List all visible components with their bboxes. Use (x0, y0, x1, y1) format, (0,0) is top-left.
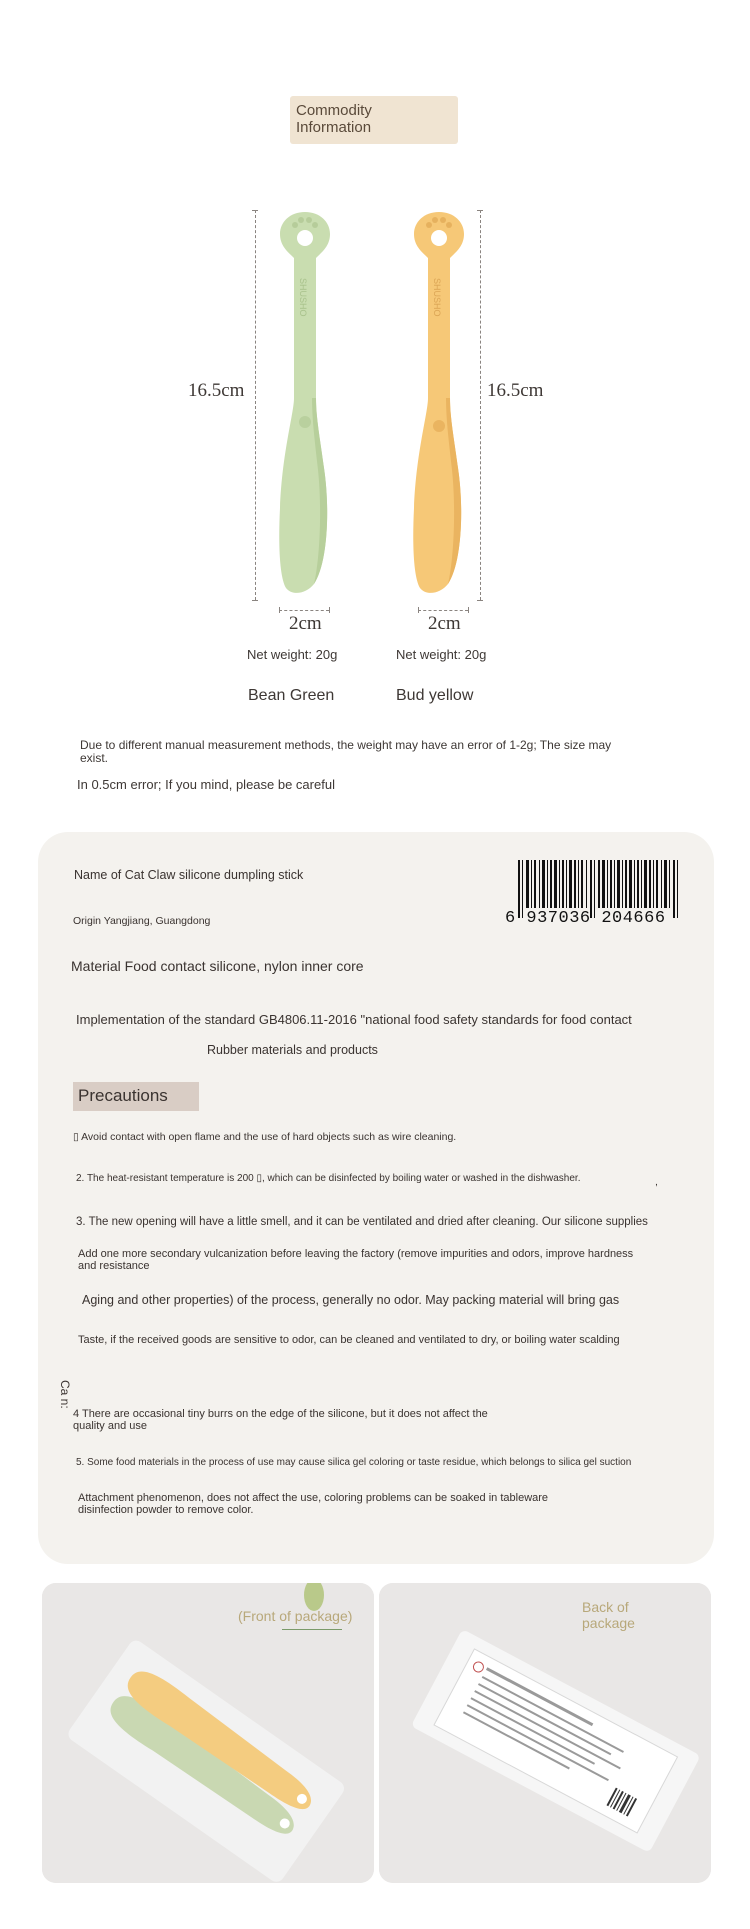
precaution-3c: Aging and other properties) of the process, generally no odor. May packing material will bring gas (82, 1293, 620, 1307)
back-of-package-label: Back of package (582, 1599, 635, 1631)
info-standard-line-1: Implementation of the standard GB4806.11-2016 "national food safety standards for food contact (76, 1012, 632, 1027)
title-line-1: Commodity (296, 102, 372, 119)
precaution-2: 2. The heat-resistant temperature is 200 ▯, which can be disinfected by boiling water or washed in the dishwasher. (76, 1173, 581, 1184)
green-net-weight: Net weight: 20g (247, 647, 338, 662)
green-engraving: SHUSHO (298, 278, 308, 317)
package-front-illustration (42, 1583, 374, 1883)
front-of-package-label: (Front of package) (238, 1608, 353, 1624)
yellow-height-tick-top (477, 210, 483, 211)
green-height-label: 16.5cm (188, 380, 245, 401)
yellow-height-tick-bottom (477, 600, 483, 601)
green-width-tick-right (329, 607, 330, 613)
green-width-tick-left (279, 607, 280, 613)
package-front-photo (42, 1583, 374, 1883)
precautions-heading: Precautions (73, 1082, 199, 1111)
precaution-5: 5. Some food materials in the process of use may cause silica gel coloring or taste residue, which belongs to silica gel suction (76, 1457, 632, 1468)
info-origin: Origin Yangjiang, Guangdong (73, 915, 211, 927)
green-color-name: Bean Green (248, 687, 335, 704)
bud-yellow-spatula-image (404, 208, 474, 598)
precaution-3d: Taste, if the received goods are sensitive to odor, can be cleaned and ventilated to dry, or boiling water scalding (78, 1334, 620, 1346)
measurement-note-2: In 0.5cm error; If you mind, please be careful (77, 777, 335, 792)
precaution-1: ▯ Avoid contact with open flame and the use of hard objects such as wire cleaning. (73, 1131, 457, 1143)
yellow-height-label: 16.5cm (487, 380, 544, 401)
precaution-5b: Attachment phenomenon, does not affect the use, coloring problems can be soaked in tableware disinfection powder to remove color. (78, 1492, 549, 1516)
barcode-digits: 6 937036 204666 (505, 909, 666, 928)
package-back-illustration (379, 1583, 711, 1883)
yellow-width-line (418, 610, 468, 611)
package-back-photo (379, 1583, 711, 1883)
green-width-line (279, 610, 329, 611)
green-height-tick-top (252, 210, 258, 211)
measurement-note-1: Due to different manual measurement methods, the weight may have an error of 1-2g; The size may exist. (80, 738, 612, 765)
green-height-line (255, 210, 256, 600)
precaution-3b: Add one more secondary vulcanization before leaving the factory (remove impurities and odors, improve hardness and resistance (78, 1248, 634, 1272)
info-standard-line-2: Rubber materials and products (207, 1043, 378, 1057)
title-line-2: Information (296, 119, 372, 136)
yellow-width-tick-left (418, 607, 419, 613)
yellow-engraving: SHUSHO (432, 278, 442, 317)
front-label-underline (282, 1629, 342, 1630)
yellow-color-name: Bud yellow (396, 687, 474, 704)
info-name: Name of Cat Claw silicone dumpling stick (74, 868, 304, 882)
yellow-net-weight: Net weight: 20g (396, 647, 487, 662)
bean-green-spatula-image (270, 208, 340, 598)
info-material: Material Food contact silicone, nylon inner core (71, 958, 364, 974)
yellow-width-label: 2cm (428, 613, 461, 634)
product-info-card (38, 832, 714, 1564)
yellow-height-line (480, 210, 481, 600)
precaution-2-mark: , (655, 1176, 658, 1188)
yellow-width-tick-right (468, 607, 469, 613)
green-width-label: 2cm (289, 613, 322, 634)
precaution-3: 3. The new opening will have a little smell, and it can be ventilated and dried after cleaning. Our silicone supplies (76, 1216, 648, 1228)
precaution-4: 4 There are occasional tiny burrs on the edge of the silicone, but it does not affect the quality and use (73, 1408, 488, 1432)
precaution-3e: Ca n: (58, 1380, 72, 1409)
green-height-tick-bottom (252, 600, 258, 601)
commodity-information-tag (290, 96, 458, 144)
